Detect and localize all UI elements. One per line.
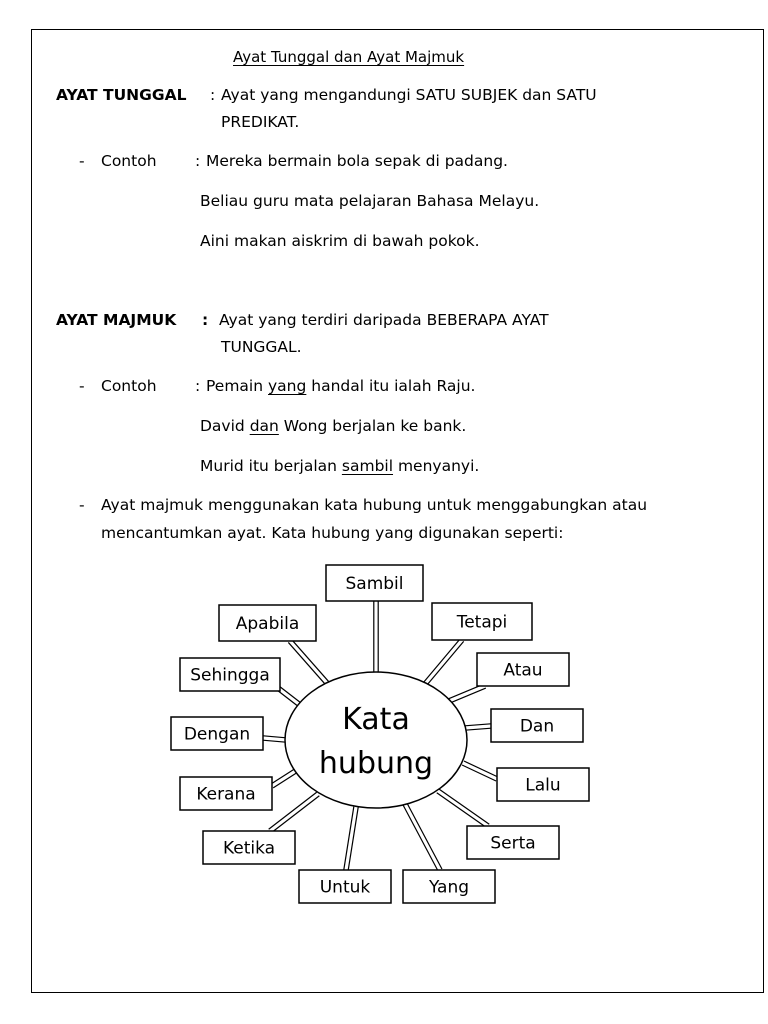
conjunction-label-kerana: Kerana (196, 784, 256, 805)
example-text: Murid itu berjalan (200, 457, 342, 475)
spoke-yang (403, 805, 438, 871)
conjunction-label-untuk: Untuk (319, 877, 371, 898)
conjunction-label-sambil: Sambil (345, 574, 404, 594)
spoke-tetapi (427, 641, 464, 685)
tunggal-example-2: Beliau guru mata pelajaran Bahasa Melayu. (200, 192, 540, 210)
center-ellipse (285, 672, 467, 808)
majmuk-note-line2: mencantumkan ayat. Kata hubung yang digunakan seperti: (101, 524, 564, 542)
spoke-dan (465, 724, 491, 726)
majmuk-contoh-label: Contoh (101, 377, 157, 395)
conjunction-label-atau: Atau (503, 660, 543, 681)
example-text: menyanyi. (393, 457, 480, 475)
spoke-lalu (464, 761, 498, 777)
spoke-ketika (269, 792, 317, 829)
example-text: Pemain (206, 377, 268, 395)
majmuk-note-dash: - (79, 496, 85, 514)
tunggal-example-1: Mereka bermain bola sepak di padang. (206, 152, 508, 170)
conjunction-word: yang (268, 377, 307, 395)
conjunction-label-dan: Dan (519, 716, 555, 737)
conjunction-label-yang: Yang (428, 877, 470, 898)
center-label-line2: hubung (318, 746, 434, 781)
spoke-untuk (344, 807, 354, 870)
spoke-ketika (271, 796, 319, 833)
tunggal-definition-line1: Ayat yang mengandungi SATU SUBJEK dan SATU (221, 86, 597, 104)
spoke-apabila (288, 642, 325, 684)
majmuk-term: AYAT MAJMUK (56, 311, 177, 329)
majmuk-definition-line1: Ayat yang terdiri daripada BEBERAPA AYAT (219, 311, 549, 329)
spoke-dan (465, 728, 491, 730)
conjunction-label-serta: Serta (490, 833, 536, 854)
tunggal-contoh-separator: : (195, 152, 201, 170)
majmuk-separator: : (202, 311, 209, 329)
conjunction-label-apabila: Apabila (235, 614, 300, 634)
spoke-dengan (263, 740, 286, 742)
tunggal-example-3: Aini makan aiskrim di bawah pokok. (200, 232, 480, 250)
page-title: Ayat Tunggal dan Ayat Majmuk (233, 48, 465, 66)
conjunction-label-dengan: Dengan (183, 724, 251, 745)
majmuk-note-line1: Ayat majmuk menggunakan kata hubung untuk menggabungkan atau (101, 496, 648, 514)
majmuk-contoh-dash: - (79, 377, 85, 395)
spoke-untuk (348, 807, 358, 870)
example-text: handal itu ialah Raju. (306, 377, 476, 395)
tunggal-term: AYAT TUNGGAL (56, 86, 187, 104)
conjunction-label-ketika: Ketika (222, 838, 276, 859)
spoke-lalu (462, 765, 496, 781)
spoke-dengan (263, 736, 286, 738)
center-label-line1: Kata (342, 702, 410, 737)
conjunction-label-tetapi: Tetapi (456, 612, 508, 633)
tunggal-contoh-label: Contoh (101, 152, 157, 170)
conjunction-word: sambil (341, 457, 394, 475)
tunggal-definition-line2: PREDIKAT. (221, 113, 300, 131)
spoke-tetapi (423, 639, 460, 683)
spoke-serta (439, 789, 489, 824)
majmuk-contoh-separator: : (195, 377, 201, 395)
spoke-yang (407, 803, 442, 869)
tunggal-contoh-dash: - (79, 152, 85, 170)
spoke-serta (437, 793, 487, 828)
tunggal-separator: : (210, 86, 216, 104)
conjunction-word: dan (249, 417, 279, 435)
majmuk-definition-line2: TUNGGAL. (221, 338, 302, 356)
example-text: David (200, 417, 250, 435)
example-text: Wong berjalan ke bank. (278, 417, 467, 435)
spoke-apabila (292, 640, 329, 682)
conjunction-label-lalu: Lalu (525, 775, 561, 796)
conjunction-label-sehingga: Sehingga (190, 665, 270, 686)
